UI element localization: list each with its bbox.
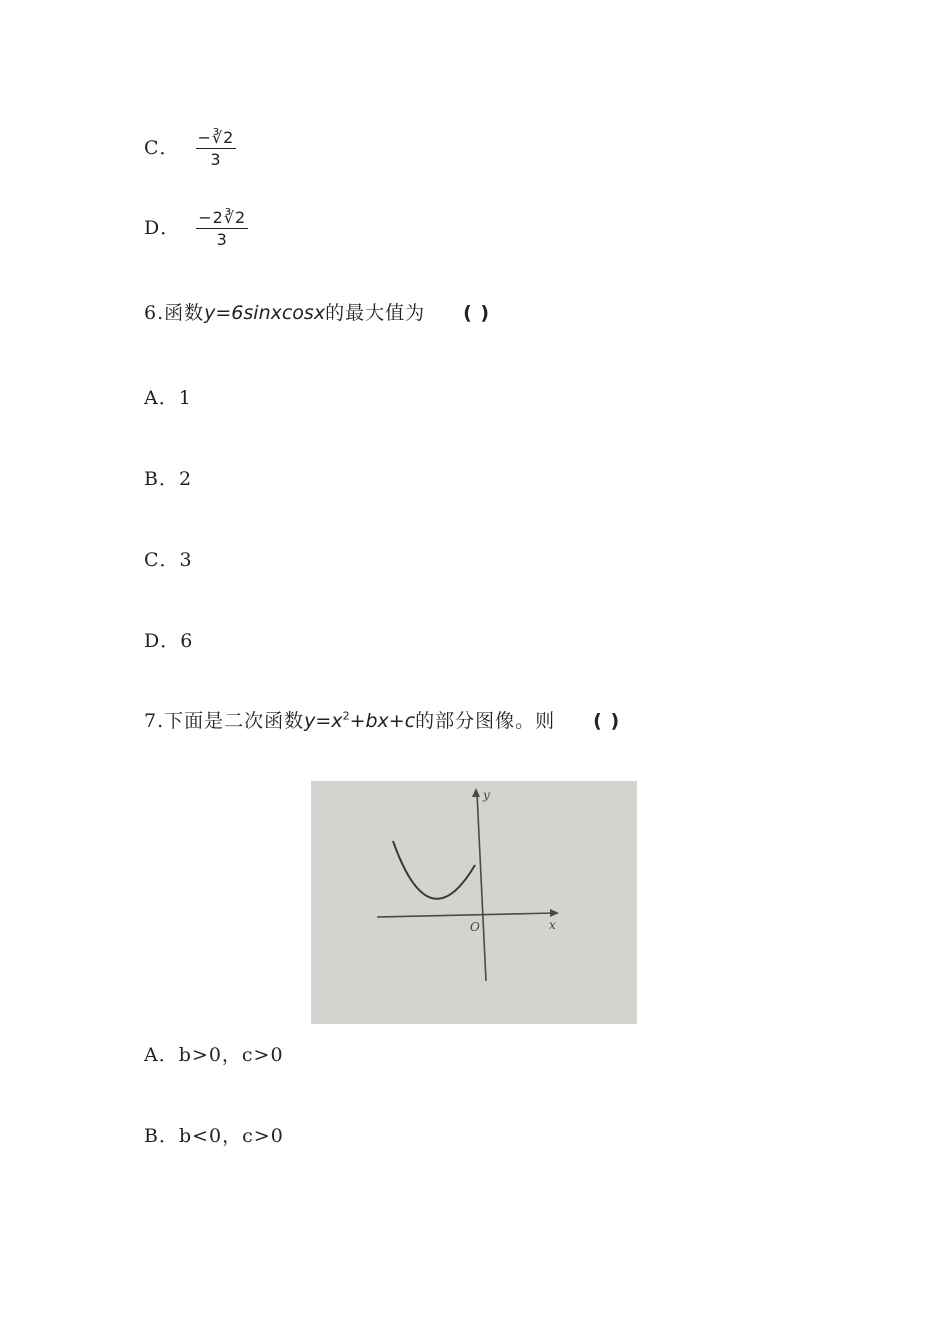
q6-suffix: 的最大值为	[325, 302, 426, 324]
q5-option-d	[144, 208, 248, 249]
parabola-graph	[311, 781, 637, 1024]
answer-paren: ( )	[463, 302, 491, 324]
denominator: 3	[216, 230, 228, 250]
fraction	[196, 208, 248, 249]
option-letter: D．	[144, 630, 181, 652]
q5-option-c	[144, 128, 236, 169]
q7-formula	[304, 710, 415, 732]
fraction	[196, 128, 237, 169]
option-letter: B．	[144, 468, 179, 490]
q7-option-a	[144, 1040, 284, 1067]
y-axis-label: y	[483, 788, 490, 802]
q7-stem	[144, 706, 620, 733]
formula-rest: +bx+c	[349, 710, 416, 732]
option-value: 2	[178, 468, 193, 490]
option-letter: A．	[144, 1044, 179, 1066]
option-value: 6	[180, 630, 194, 652]
formula-exponent: 2	[342, 709, 350, 723]
q6-option-d	[144, 626, 193, 653]
x-axis-label: x	[549, 918, 556, 932]
numerator: −2∛2	[196, 208, 248, 229]
option-value: 3	[179, 549, 193, 571]
numerator: −∛2	[196, 128, 237, 149]
y-axis-arrow	[472, 788, 480, 797]
q7-suffix: 的部分图像。则	[415, 710, 556, 732]
option-value: b>0，c>0	[178, 1044, 284, 1066]
option-letter: B．	[144, 1125, 179, 1147]
q6-option-c	[144, 545, 193, 572]
q6-stem	[144, 298, 490, 325]
parabola-figure	[311, 781, 637, 1024]
option-value: b<0，c>0	[178, 1125, 284, 1147]
x-axis	[377, 913, 555, 917]
formula-y: y=x	[304, 710, 343, 732]
option-value: 1	[178, 387, 192, 409]
answer-paren: ( )	[593, 710, 621, 732]
x-axis-arrow	[550, 909, 559, 917]
denominator: 3	[210, 150, 222, 170]
option-letter: A．	[144, 387, 179, 409]
option-letter: C．	[144, 136, 180, 159]
q7-option-b	[144, 1121, 284, 1148]
q6-formula: y=6sinxcosx	[204, 302, 326, 324]
y-axis	[477, 793, 486, 981]
q6-option-a	[144, 383, 192, 410]
option-letter: C．	[144, 549, 180, 571]
option-letter: D．	[144, 216, 181, 239]
q6-option-b	[144, 464, 192, 491]
origin-label: O	[470, 920, 480, 934]
parabola-curve	[393, 841, 475, 899]
q6-prefix: 6.函数	[144, 302, 205, 324]
q7-prefix: 7.下面是二次函数	[144, 710, 305, 732]
